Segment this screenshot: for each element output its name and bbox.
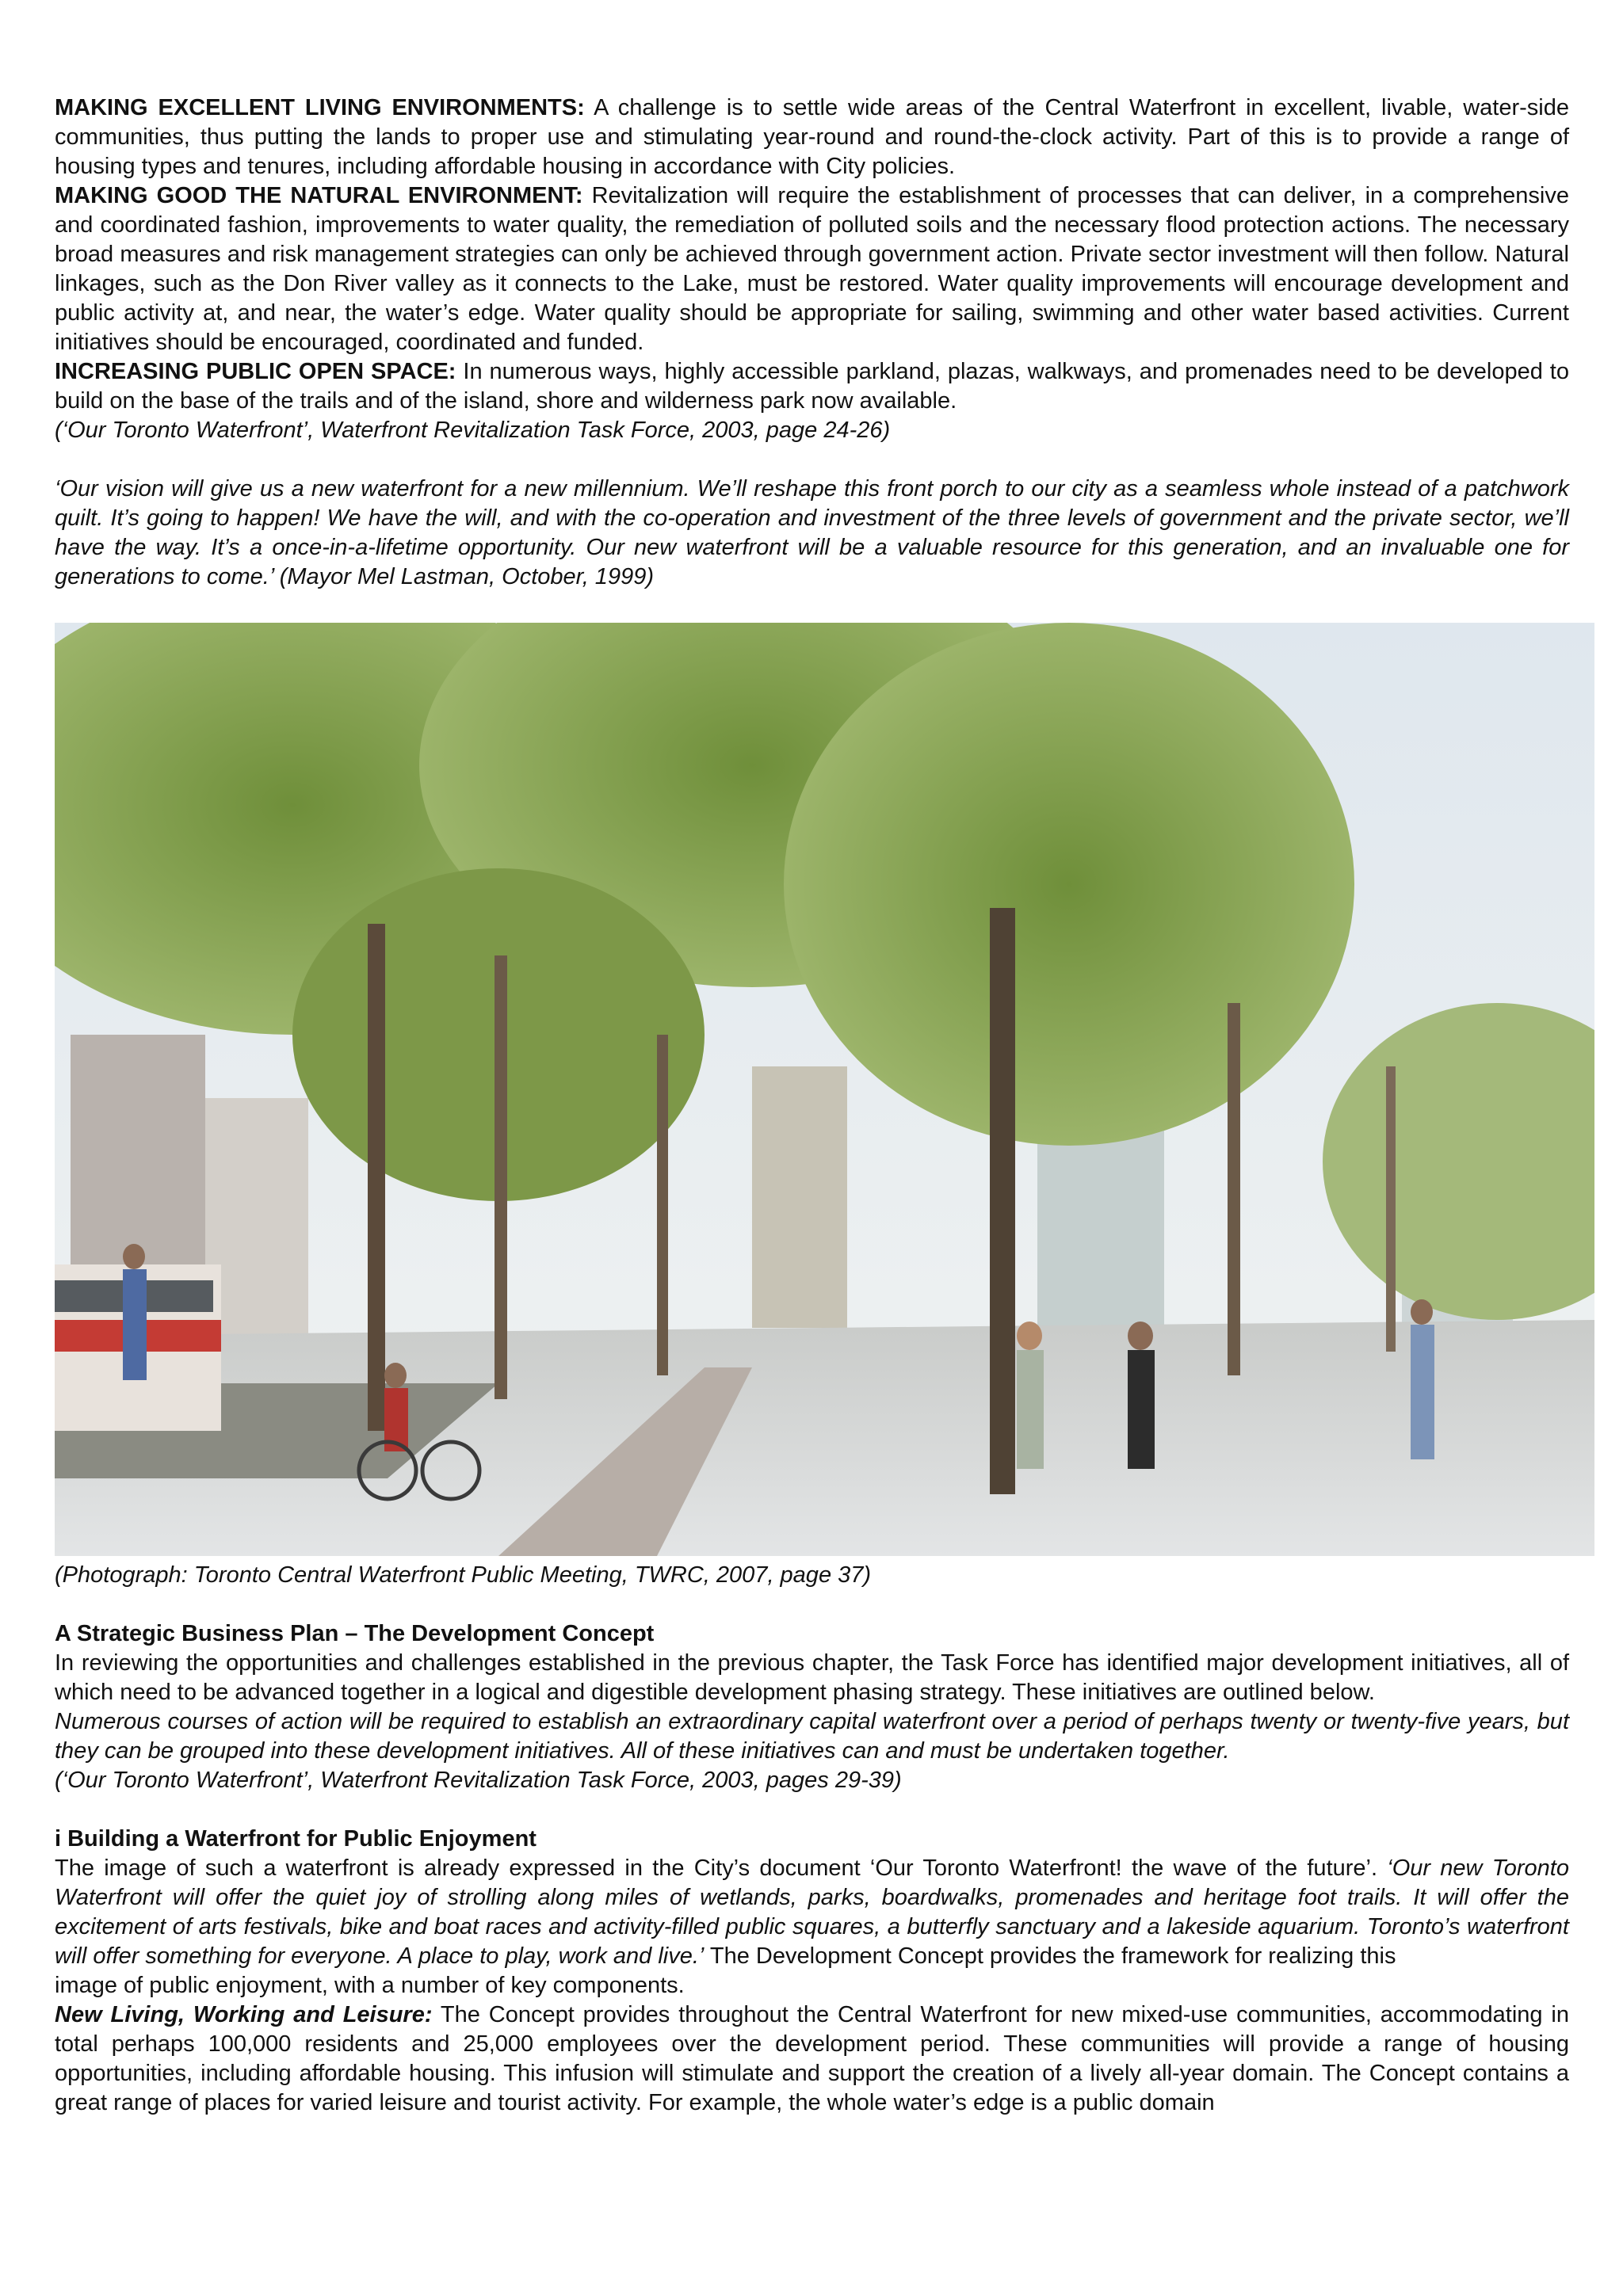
mayor-quote-text: ‘Our vision will give us a new waterfront for a new millennium. We’ll reshape this front porch to our city as a seamless whole instead of a patchwork quilt. It’s going to happen! We have the will, and with the co-operation and investment of the three levels of government and the private sector, we’ll have the way. It’s a once-in-a-lifetime opportunity. Our new waterfront will be a valuable resource for this generation, and an invaluable one for generations to come.’ (Mayor Mel Lastman, October, 1999)	[55, 476, 1569, 589]
heading-new-living: New Living, Working and Leisure:	[55, 2002, 433, 2027]
paragraph-public-enjoyment-cont: image of public enjoyment, with a number of key components.	[55, 1973, 685, 1998]
paragraph-natural-environment	[55, 181, 1569, 357]
citation-text-1: (‘Our Toronto Waterfront’, Waterfront Revitalization Task Force, 2003, page 24-26)	[55, 418, 891, 443]
photo-caption	[55, 1561, 1569, 1590]
citation-text-2: (‘Our Toronto Waterfront’, Waterfront Revitalization Task Force, 2003, pages 29-39)	[55, 1768, 902, 1793]
citation-task-force-1	[55, 416, 1569, 445]
heading-natural-environment: MAKING GOOD THE NATURAL ENVIRONMENT:	[55, 183, 583, 208]
waterfront-photograph	[55, 623, 1594, 1556]
text-new-living: The Concept provides throughout the Central Waterfront for new mixed-use communities, accommodating in total perhaps 100,000 residents and 25,000 employees over the development period. These communities will provide a range of housing opportunities, including affordable housing. This infusion will stimulate and support the creation of a lively all-year domain. The Concept contains a great range of places for varied leisure and tourist activity. For example, the whole water’s edge is a public domain	[55, 2002, 1569, 2115]
text-public-open-space: In numerous ways, highly accessible parkland, plazas, walkways, and promenades need to be developed to build on the base of the trails and of the island, shore and wilderness park now available.	[55, 359, 1569, 414]
citation-task-force-2	[55, 1766, 1569, 1795]
heading-living-environments: MAKING EXCELLENT LIVING ENVIRONMENTS:	[55, 95, 585, 120]
photo-caption-text: (Photograph: Toronto Central Waterfront Public Meeting, TWRC, 2007, page 37)	[55, 1562, 872, 1588]
paragraph-public-enjoyment	[55, 1854, 1569, 1971]
section-heading-development-concept: A Strategic Business Plan – The Development Concept	[55, 1621, 655, 1646]
heading-public-open-space: INCREASING PUBLIC OPEN SPACE:	[55, 359, 456, 384]
photo-illustration	[55, 623, 1594, 1556]
paragraph-development-concept: In reviewing the opportunities and challenges established in the previous chapter, the Task Force has identified major development initiatives, all of which need to be advanced together in a logical and digestible development phasing strategy. These initiatives are outlined below.	[55, 1650, 1569, 1705]
mayor-quote	[55, 475, 1569, 592]
development-initiatives-text: Numerous courses of action will be required to establish an extraordinary capital waterfront over a period of perhaps twenty or twenty-five years, but they can be grouped into these development initiatives. All of these initiatives can and must be undertaken together.	[55, 1709, 1569, 1764]
paragraph-new-living	[55, 2000, 1569, 2118]
spacer	[55, 1795, 1569, 1825]
paragraph-public-open-space	[55, 357, 1569, 416]
spacer	[55, 445, 1569, 475]
public-enjoyment-tail: The Development Concept provides the framework for realizing this	[704, 1943, 1396, 1969]
text-natural-environment: Revitalization will require the establishment of processes that can deliver, in a comprehensive and coordinated fashion, improvements to water quality, the remediation of polluted soils and the necessary flood protection actions. The necessary broad measures and risk management strategies can only be achieved through government action. Private sector investment will then follow. Natural linkages, such as the Don River valley as it connects to the Lake, must be restored. Water quality improvements will encourage development and public activity at, and near, the water’s edge. Water quality should be appropriate for sailing, swimming and other water based activities. Current initiatives should be encouraged, coordinated and funded.	[55, 183, 1569, 355]
public-enjoyment-lead: The image of such a waterfront is already expressed in the City’s document ‘Our Toronto Waterfront! the wave of the future’.	[55, 1855, 1388, 1881]
spacer	[55, 1590, 1569, 1619]
section-heading-public-enjoyment: i Building a Waterfront for Public Enjoyment	[55, 1826, 537, 1852]
public-enjoyment-quote: ‘Our new Toronto Waterfront will offer the quiet joy of strolling along miles of wetlands, parks, boardwalks, promenades and heritage foot trails. It will offer the excitement of arts festivals, bike and boat races and activity-filled public squares, a butterfly sanctuary and a lakeside aquarium. Toronto’s waterfront will offer something for everyone. A place to play, work and live.’	[55, 1855, 1569, 1969]
document-page	[55, 93, 1569, 2118]
paragraph-development-initiatives	[55, 1707, 1569, 1766]
paragraph-living-environments	[55, 93, 1569, 181]
text-living-environments: A challenge is to settle wide areas of the Central Waterfront in excellent, livable, water-side communities, thus putting the lands to proper use and stimulating year-round and round-the-clock activity. Part of this is to provide a range of housing types and tenures, including affordable housing in accordance with City policies.	[55, 95, 1569, 179]
